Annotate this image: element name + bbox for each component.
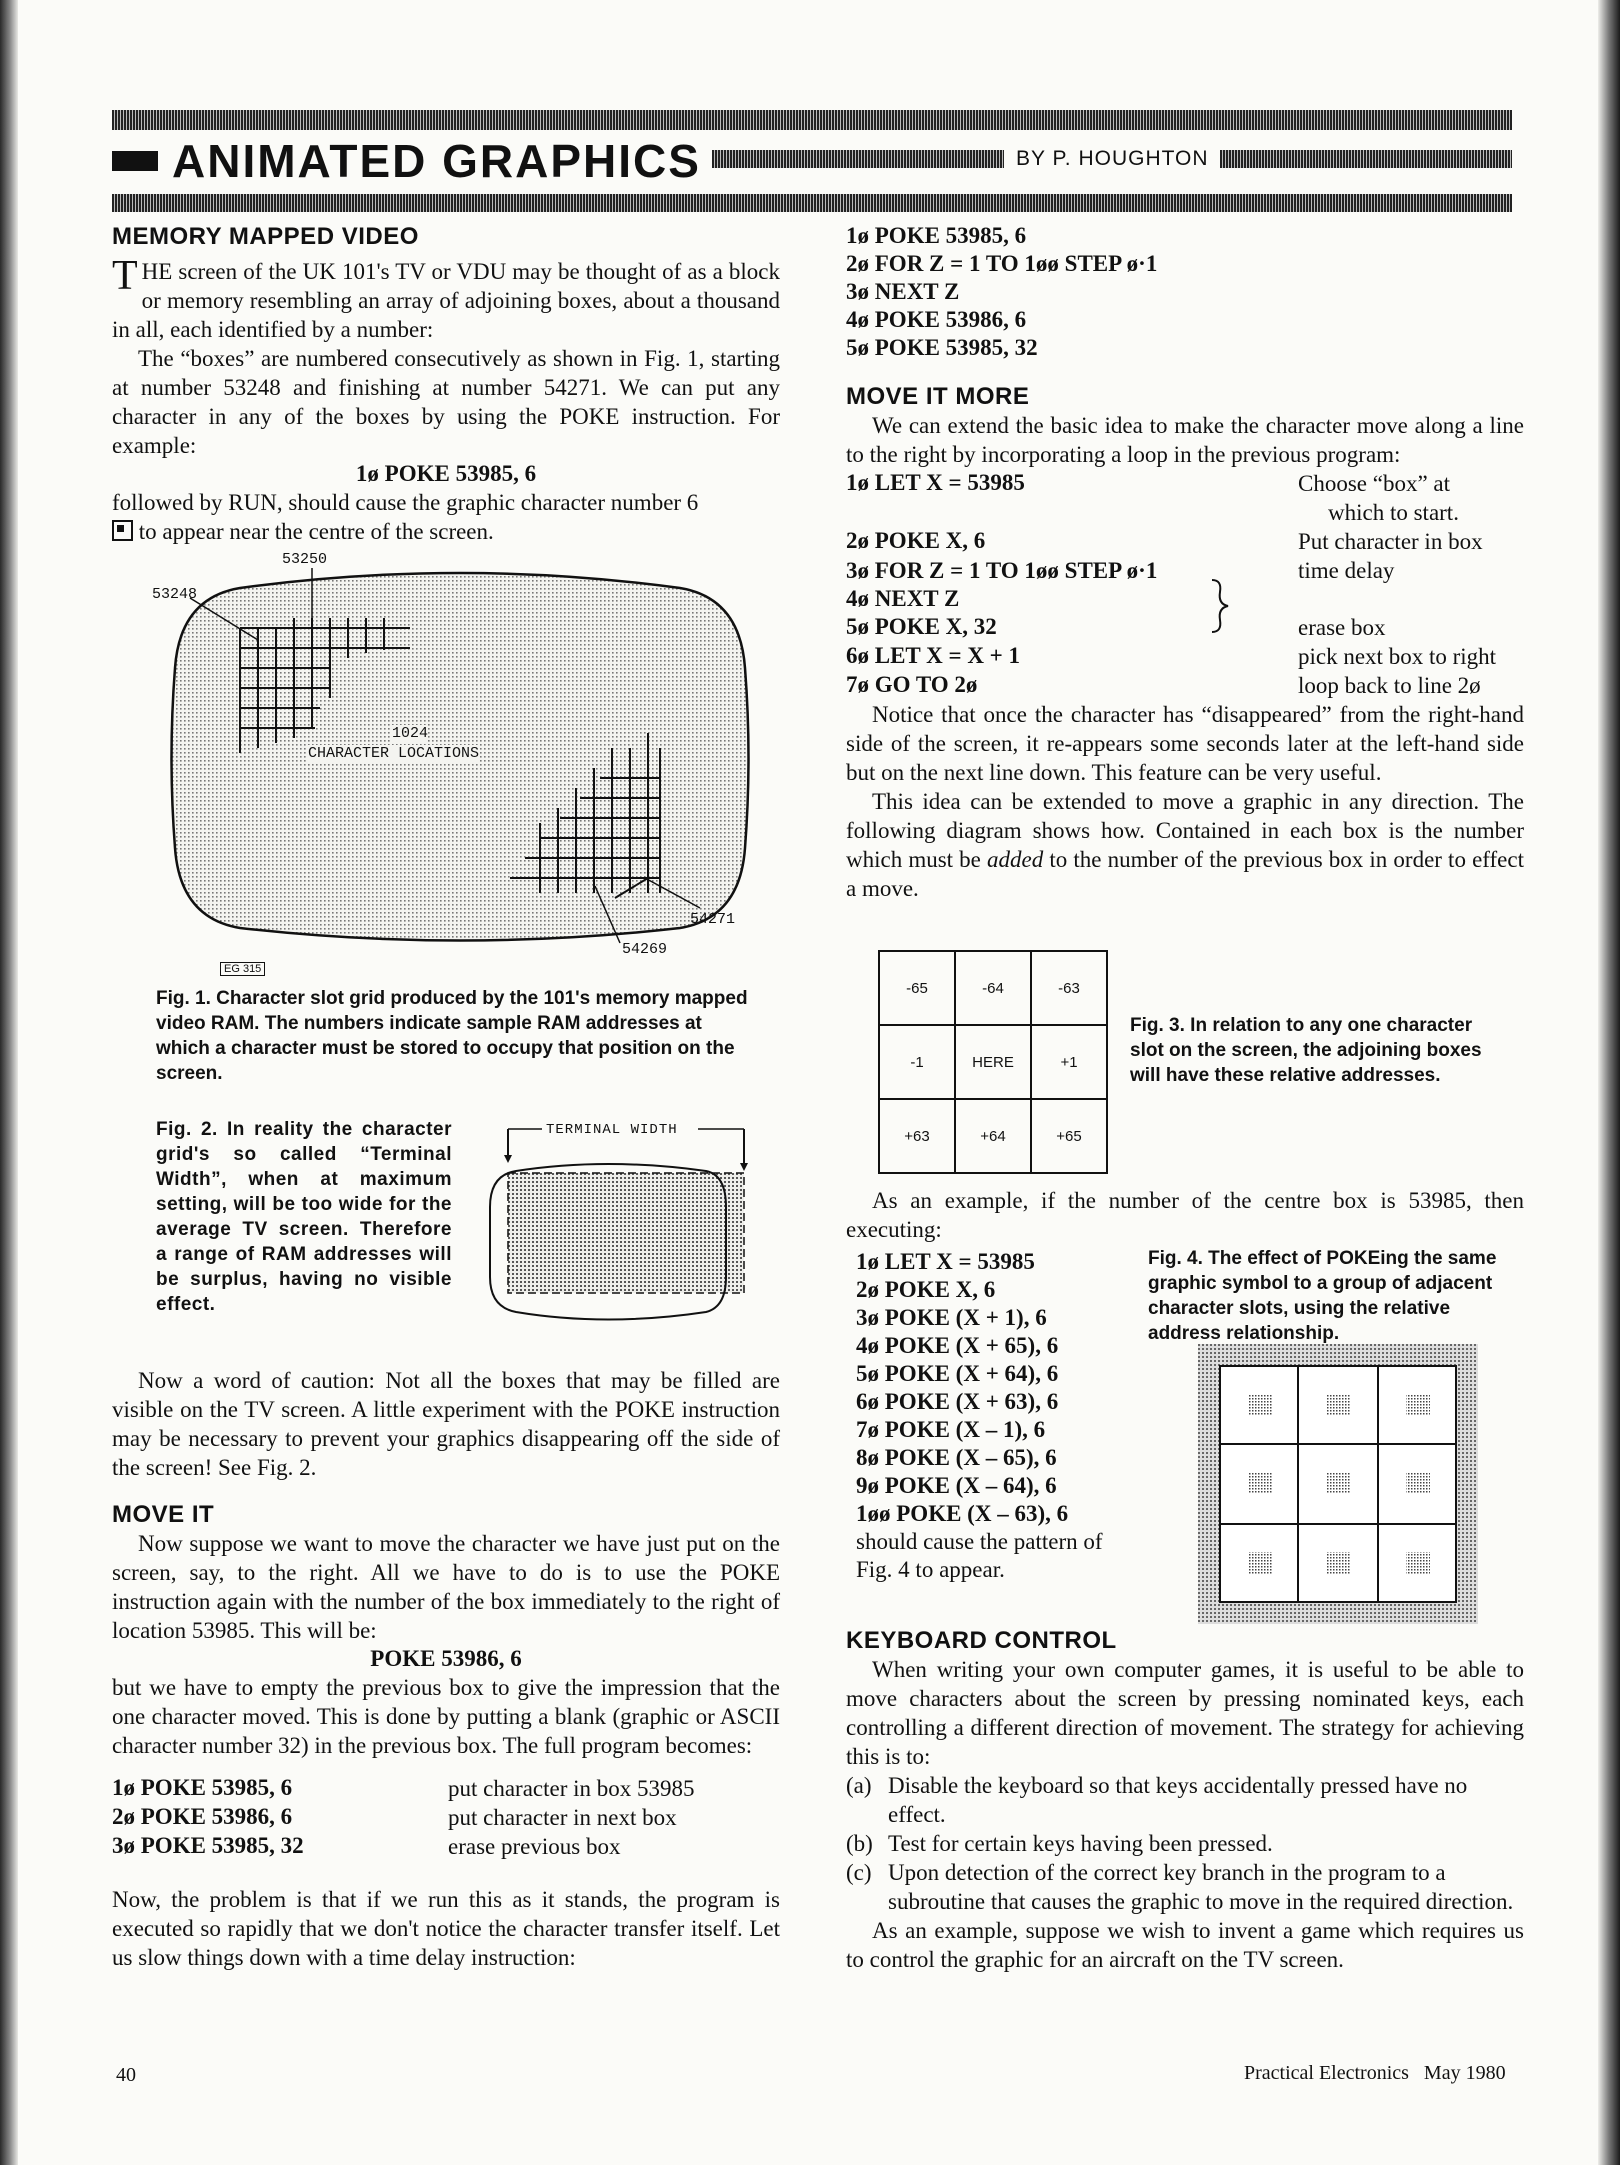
- brace-icon: [1208, 578, 1232, 634]
- grid-cell: HERE: [955, 1025, 1031, 1099]
- grid-cell: -63: [1031, 951, 1107, 1025]
- title-rule-fill: [712, 150, 1004, 168]
- header-rule-bottom: [112, 194, 1512, 212]
- article-title: [112, 133, 701, 189]
- program-line: [112, 1774, 780, 1803]
- fig1-label-54271: 54271: [690, 911, 736, 928]
- grid-cell: -64: [955, 951, 1031, 1025]
- fig4-pattern-diagram: [1198, 1344, 1478, 1624]
- program-comment: put character in next box: [448, 1805, 677, 1830]
- title-bullet: [112, 151, 158, 171]
- page-edge-right: [1598, 0, 1620, 2165]
- program-comment: time delay: [1298, 558, 1395, 583]
- program-line: 3ø POKE (X + 1), 6: [856, 1305, 1047, 1330]
- program-code: 2ø POKE 53986, 6: [112, 1804, 293, 1829]
- program-code: 5ø POKE X, 32: [846, 614, 997, 639]
- program-line: 7ø POKE (X – 1), 6: [856, 1417, 1046, 1442]
- program-line: [846, 642, 1524, 671]
- grid-cell: +1: [1031, 1025, 1107, 1099]
- s2-code-example: POKE 53986, 6: [370, 1646, 522, 1671]
- program-line: 2ø FOR Z = 1 TO 1øø STEP ø·1: [846, 251, 1158, 276]
- s1-code-example: 1ø POKE 53985, 6: [355, 461, 537, 486]
- grid-cell: +64: [955, 1099, 1031, 1173]
- s4-paragraph-1: When writing your own computer games, it is useful to be able to move characters about the screen by pressing nominated keys, each controlling a different direction of movement. The strategy for achieving this is to:: [846, 1657, 1524, 1769]
- fig1-label-54269: 54269: [622, 941, 668, 958]
- s3-p3a: This idea can be extended to move a graphic in any direction. The following diagram shows how. Contained in each box is the number which must be: [846, 789, 1524, 872]
- s3-paragraph-3: [846, 787, 1524, 903]
- fig1-label-1024: 1024: [392, 725, 429, 742]
- program-line: 9ø POKE (X – 64), 6: [856, 1473, 1057, 1498]
- s2-program-listing: [112, 1774, 780, 1861]
- right-column: [846, 222, 1524, 903]
- s1-p3a: followed by RUN, should cause the graphic character number 6: [112, 490, 699, 515]
- s1-p1-text: HE screen of the UK 101's TV or VDU may be thought of as a block or memory resembling an array of adjoining boxes, about a thousand in all, each identified by a number:: [112, 259, 780, 342]
- program-code: 6ø LET X = X + 1: [846, 643, 1021, 668]
- fig1-caption: Fig. 1. Character slot grid produced by the 101's memory mapped video RAM. The numbers indicate sample RAM addresses at which a character must be stored to occupy that position on the screen.: [156, 988, 748, 1084]
- s3-paragraph-2: Notice that once the character has “disappeared” from the right-hand side of the screen, it re-appears some seconds later at the left-hand side but on the next line down. This feature can be very useful.: [846, 702, 1524, 785]
- list-item: [846, 1858, 1524, 1916]
- s1-paragraph-2: The “boxes” are numbered consecutively as shown in Fig. 1, starting at number 53248 and finishing at number 54271. We can put any character in any of the boxes by using the POKE instruction. For example:: [112, 346, 780, 458]
- grid-row: [879, 1099, 1107, 1173]
- left-column-lower: [112, 1366, 780, 1972]
- header-rule-top: [112, 110, 1512, 130]
- list-item-key: (c): [846, 1860, 872, 1885]
- s3-p3-emphasis: added: [987, 847, 1044, 872]
- fig1-label-53248: 53248: [152, 586, 198, 603]
- program-code: 7ø GO TO 2ø: [846, 672, 978, 697]
- s3-p3b: to the number of the previous box in order to effect a move.: [846, 847, 1524, 901]
- program-comment: Choose “box” at: [1298, 471, 1451, 496]
- list-item: [846, 1771, 1524, 1829]
- program-line: [846, 613, 1524, 642]
- grid-row: [879, 1025, 1107, 1099]
- fig3-caption: Fig. 3. In relation to any one character slot on the screen, the adjoining boxes will have these relative addresses.: [1130, 1015, 1482, 1086]
- program-line: 4ø POKE (X + 65), 6: [856, 1333, 1059, 1358]
- s4-list: [846, 1771, 1524, 1916]
- section-heading-move-it: MOVE IT: [112, 1501, 215, 1528]
- s1-p3b: to appear near the centre of the screen.: [138, 519, 494, 544]
- fig3-relative-address-grid: [878, 950, 1108, 1174]
- fig1-label-53250: 53250: [282, 551, 328, 568]
- fig1-label-character-locations: CHARACTER LOCATIONS: [308, 745, 480, 762]
- s1-paragraph-4: Now a word of caution: Not all the boxes that may be filled are visible on the TV screen. A little experiment with the POKE instruction may be necessary to prevent your graphics disappearing off the side of the screen! See Fig. 2.: [112, 1368, 780, 1480]
- program-comment: which to start.: [1328, 500, 1459, 525]
- grid-cell: -1: [879, 1025, 955, 1099]
- program-code: 1ø LET X = 53985: [846, 470, 1025, 495]
- program-line: 1ø LET X = 53985: [856, 1249, 1035, 1274]
- fig2-terminal-width-diagram: [476, 1117, 760, 1345]
- section-heading-memory-mapped-video: MEMORY MAPPED VIDEO: [112, 223, 419, 250]
- grid-cell: -65: [879, 951, 955, 1025]
- program-code: 4ø NEXT Z: [846, 586, 960, 611]
- program-comment: Put character in box: [1298, 529, 1483, 554]
- page-edge-left: [0, 0, 18, 2165]
- program-line: 5ø POKE (X + 64), 6: [856, 1361, 1059, 1386]
- graphic-char-6-icon: [112, 520, 133, 541]
- grid-cell: +65: [1031, 1099, 1107, 1173]
- list-item-key: (a): [846, 1773, 872, 1798]
- s2-paragraph-3: Now, the problem is that if we run this as it stands, the program is executed so rapidly that we don't notice the character transfer itself. Let us slow things down with a time delay instruction:: [112, 1887, 780, 1970]
- s1-paragraph-3: [112, 488, 780, 546]
- right-column-example: [846, 1186, 1524, 1244]
- program-comment: put character in box 53985: [448, 1776, 695, 1801]
- program-code: 3ø FOR Z = 1 TO 1øø STEP ø·1: [846, 557, 1158, 583]
- program-comment: erase previous box: [448, 1834, 621, 1859]
- s1-paragraph-1: [112, 253, 780, 344]
- s2-paragraph-1: Now suppose we want to move the character we have just put on the screen, say, to the right. All we have to do is to use the POKE instruction again with the number of the box immediately to the right of location 53985. This will be:: [112, 1531, 780, 1643]
- pattern-program-listing: [856, 1248, 1126, 1584]
- program-line: 4ø POKE 53986, 6: [846, 307, 1027, 332]
- right-column-lower: [846, 1626, 1524, 1974]
- s2-paragraph-2: but we have to empty the previous box to give the impression that the one character moved. This is done by putting a blank (graphic or ASCII character number 32) in the previous box. The full program becomes:: [112, 1675, 780, 1758]
- program-line: 3ø NEXT Z: [846, 279, 960, 304]
- s3-paragraph-1: We can extend the basic idea to make the character move along a line to the right by incorporating a loop in the previous program:: [846, 413, 1524, 467]
- program-line: 2ø POKE X, 6: [856, 1277, 996, 1302]
- byline: BY P. HOUGHTON: [1016, 147, 1209, 170]
- program-line: [112, 1803, 780, 1832]
- article-title-text: ANIMATED GRAPHICS: [172, 135, 701, 187]
- page-number: 40: [116, 2064, 136, 2086]
- grid-row: [879, 951, 1107, 1025]
- program-code: 2ø POKE X, 6: [846, 528, 986, 553]
- program-line: 5ø POKE 53985, 32: [846, 335, 1038, 360]
- program-line: [846, 585, 1524, 613]
- program-code: [846, 498, 1328, 527]
- list-item-text: Upon detection of the correct key branch in the program to a subroutine that causes the graphic to move in the required direction.: [888, 1860, 1514, 1914]
- program-comment: erase box: [1298, 615, 1386, 640]
- program-line: [846, 671, 1524, 700]
- program-comment: pick next box to right: [1298, 644, 1497, 669]
- list-item: [846, 1829, 1524, 1858]
- program-line: 8ø POKE (X – 65), 6: [856, 1445, 1057, 1470]
- fig2-caption: Fig. 2. In reality the character grid's so called “Terminal Width”, when at maximum setting, will be too wide for the average TV screen. Therefore a range of RAM addresses will be surplus, having no visible effect.: [156, 1119, 452, 1315]
- fig2-label-terminal-width: TERMINAL WIDTH: [546, 1122, 678, 1138]
- program-comment: loop back to line 2ø: [1298, 673, 1481, 698]
- loop-program-listing: [846, 469, 1524, 700]
- pattern-program-after: should cause the pattern of Fig. 4 to appear.: [856, 1529, 1103, 1582]
- program-code: 3ø POKE 53985, 32: [112, 1833, 304, 1858]
- program-line: [112, 1832, 780, 1861]
- list-item-key: (b): [846, 1831, 873, 1856]
- section-heading-move-it-more: MOVE IT MORE: [846, 383, 1030, 410]
- program-line: 1øø POKE (X – 63), 6: [856, 1501, 1069, 1526]
- program-line: 6ø POKE (X + 63), 6: [856, 1389, 1059, 1414]
- s4-paragraph-2: As an example, suppose we wish to invent a game which requires us to control the graphic for an aircraft on the TV screen.: [846, 1918, 1524, 1972]
- byline-rule-fill: [1220, 150, 1512, 168]
- program-line: [846, 469, 1524, 498]
- program-code: 1ø POKE 53985, 6: [112, 1775, 293, 1800]
- program-line: 1ø POKE 53985, 6: [846, 223, 1027, 248]
- program-line: [846, 527, 1524, 556]
- list-item-text: Disable the keyboard so that keys accidentally pressed have no effect.: [888, 1773, 1468, 1827]
- fig4-caption: Fig. 4. The effect of POKEing the same graphic symbol to a group of adjacent character slots, using the relative address relationship.: [1148, 1248, 1497, 1344]
- left-column: [112, 222, 780, 546]
- delay-program-listing: [846, 222, 1524, 362]
- list-item-text: Test for certain keys having been pressed.: [888, 1831, 1273, 1856]
- program-line: [846, 556, 1524, 585]
- drop-cap: T: [112, 253, 138, 299]
- s3-paragraph-4: As an example, if the number of the centre box is 53985, then executing:: [846, 1188, 1524, 1242]
- fig1-tag: EG 315: [220, 962, 265, 976]
- section-heading-keyboard-control: KEYBOARD CONTROL: [846, 1627, 1117, 1654]
- publication-footer: Practical Electronics May 1980: [1244, 2062, 1506, 2084]
- grid-cell: +63: [879, 1099, 955, 1173]
- program-line: [846, 498, 1524, 527]
